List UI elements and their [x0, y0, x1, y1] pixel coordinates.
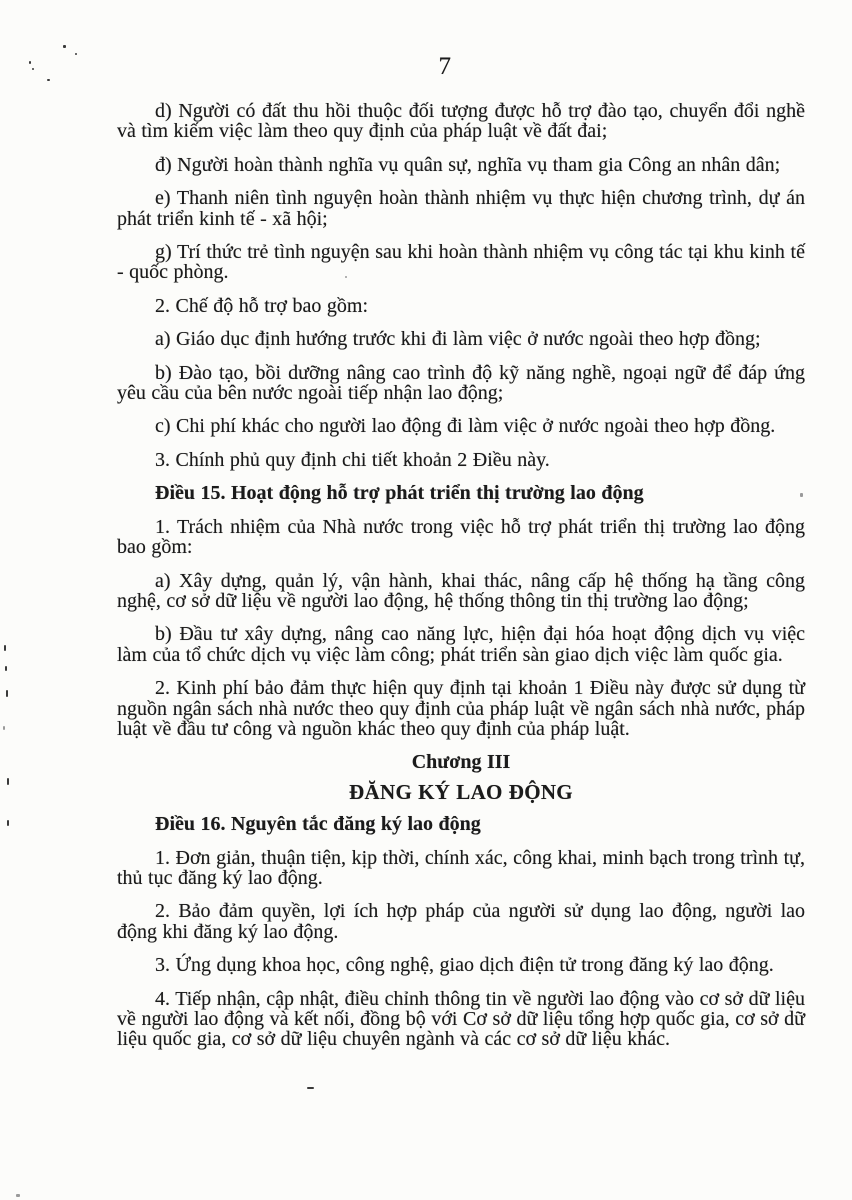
scan-speck	[345, 276, 347, 278]
paragraph: d) Người có đất thu hồi thuộc đối tượng được hỗ trợ đào tạo, chuyển đổi nghề và tìm kiếm việc làm theo quy định của pháp luật về đất đai;	[117, 100, 805, 143]
paragraph: 1. Trách nhiệm của Nhà nước trong việc hỗ trợ phát triển thị trường lao động bao gồm:	[117, 515, 805, 559]
paragraph: 2. Kinh phí bảo đảm thực hiện quy định tại khoản 1 Điều này được sử dụng từ nguồn ngân sách nhà nước theo quy định của pháp luật về ngân sách nhà nước, pháp luật về đầu tư công và nguồn khác theo quy định của pháp luật.	[117, 677, 805, 740]
scan-tick	[4, 645, 6, 651]
scan-speck	[63, 45, 66, 48]
scan-tick	[3, 726, 5, 730]
paragraph: 4. Tiếp nhận, cập nhật, điều chỉnh thông tin về người lao động vào cơ sở dữ liệu về người lao động và kết nối, đồng bộ với Cơ sở dữ liệu tổng hợp quốc gia, cơ sở dữ liệu quốc gia, cơ sở dữ liệu chuyên ngành và các cơ sở dữ liệu khác.	[117, 987, 805, 1051]
scan-speck	[32, 68, 34, 70]
paragraph: 3. Ứng dụng khoa học, công nghệ, giao dịch điện tử trong đăng ký lao động.	[155, 954, 774, 977]
scan-speck	[29, 61, 31, 64]
chapter-heading: Chương III	[411, 751, 511, 774]
paragraph: đ) Người hoàn thành nghĩa vụ quân sự, nghĩa vụ tham gia Công an nhân dân;	[155, 153, 781, 176]
article-heading: Điều 15. Hoạt động hỗ trợ phát triển thị trường lao động	[155, 482, 644, 505]
page-number: 7	[438, 53, 452, 80]
scan-tick	[5, 666, 7, 671]
article-heading: Điều 16. Nguyên tắc đăng ký lao động	[155, 813, 481, 836]
scan-dash	[307, 1087, 314, 1089]
paragraph: b) Đào tạo, bồi dưỡng nâng cao trình độ kỹ năng nghề, ngoại ngữ để đáp ứng yêu cầu của bên nước ngoài tiếp nhận lao động;	[117, 361, 805, 405]
paragraph: a) Giáo dục định hướng trước khi đi làm việc ở nước ngoài theo hợp đồng;	[155, 328, 761, 351]
paragraph: 3. Chính phủ quy định chi tiết khoản 2 Điều này.	[155, 448, 550, 471]
scan-tick	[6, 690, 8, 697]
scan-speck	[800, 493, 803, 497]
paragraph: e) Thanh niên tình nguyện hoàn thành nhiệm vụ thực hiện chương trình, dự án phát triển kinh tế - xã hội;	[117, 187, 805, 230]
paragraph: b) Đầu tư xây dựng, nâng cao năng lực, hiện đại hóa hoạt động dịch vụ việc làm của tổ chức dịch vụ việc làm công; phát triển sàn giao dịch việc làm quốc gia.	[117, 623, 805, 666]
paragraph: g) Trí thức trẻ tình nguyện sau khi hoàn thành nhiệm vụ công tác tại khu kinh tế - quốc phòng.	[117, 241, 805, 284]
document-body	[117, 101, 805, 1063]
paragraph: 1. Đơn giản, thuận tiện, kịp thời, chính xác, công khai, minh bạch trong trình tự, thủ tục đăng ký lao động.	[117, 846, 805, 889]
chapter-title: ĐĂNG KÝ LAO ĐỘNG	[349, 779, 573, 804]
paragraph: 2. Bảo đảm quyền, lợi ích hợp pháp của người sử dụng lao động, người lao động khi đăng ký lao động.	[117, 900, 805, 943]
paragraph: c) Chi phí khác cho người lao động đi làm việc ở nước ngoài theo hợp đồng.	[155, 415, 776, 438]
paragraph: a) Xây dựng, quản lý, vận hành, khai thác, nâng cấp hệ thống hạ tầng công nghệ, cơ sở dữ liệu về người lao động, hệ thống thông tin thị trường lao động;	[117, 569, 805, 612]
scan-speck	[47, 79, 50, 81]
scan-speck	[75, 53, 77, 55]
scan-tick	[7, 778, 9, 785]
scan-tick	[7, 820, 9, 826]
scan-speck	[16, 1194, 20, 1197]
paragraph: 2. Chế độ hỗ trợ bao gồm:	[155, 294, 368, 317]
